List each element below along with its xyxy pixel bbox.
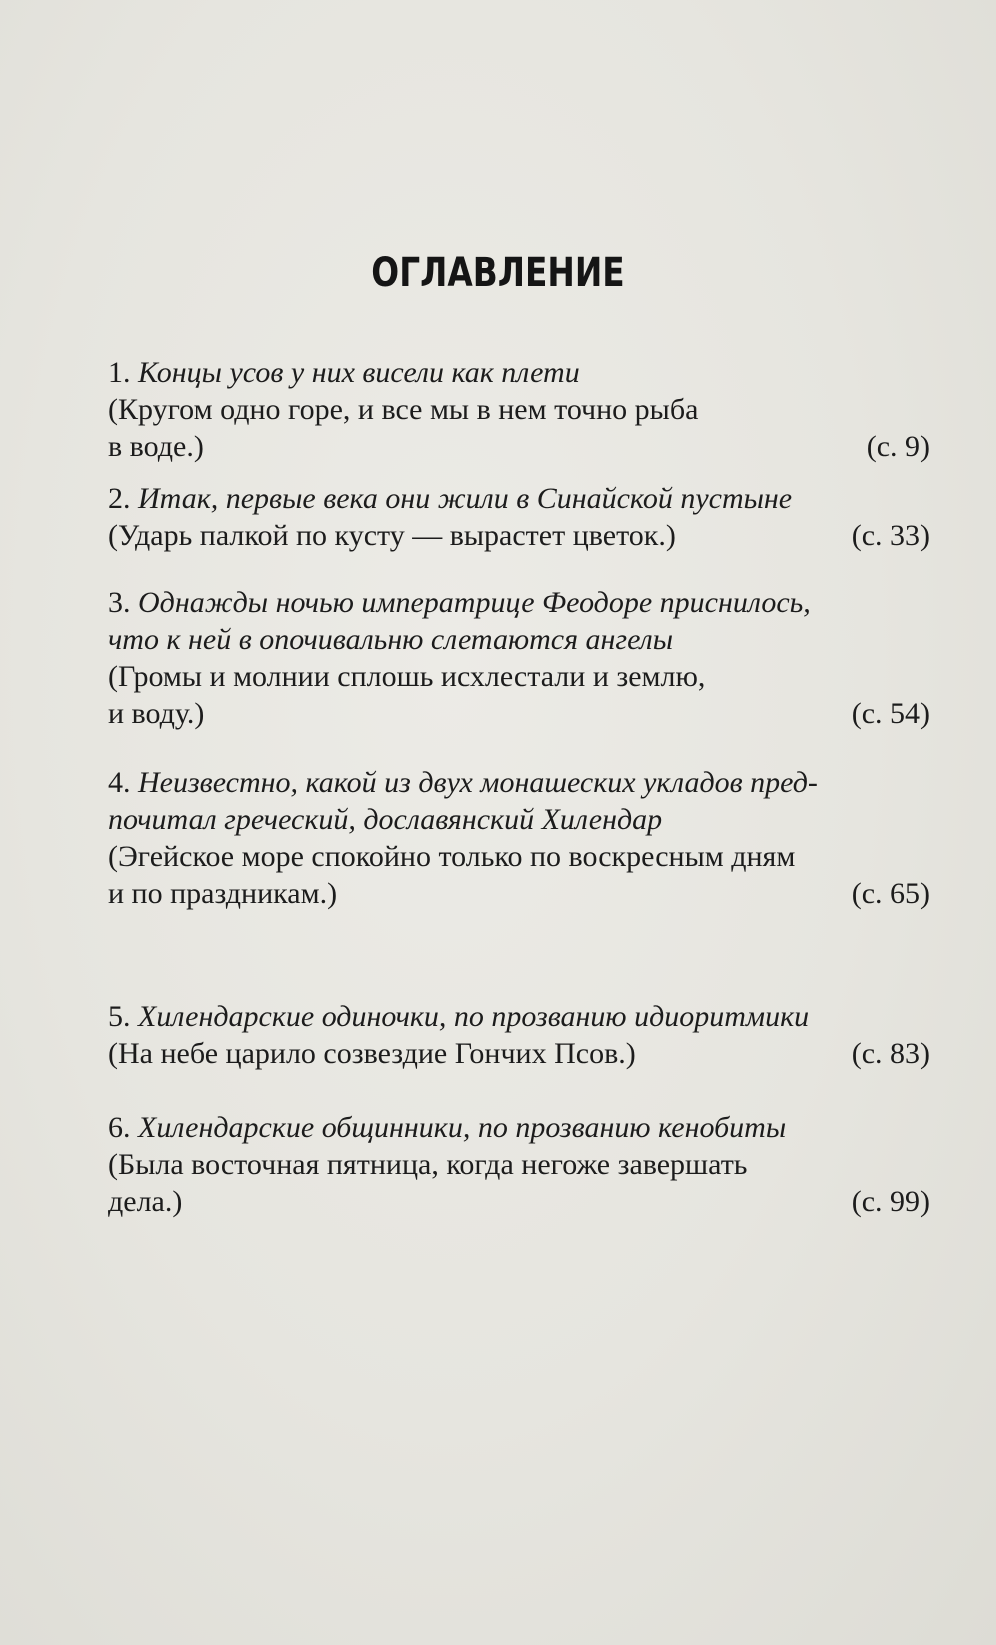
toc-entry-subtitle: (На небе царило созвездие Гончих Псов.) (с. 83) (108, 1037, 930, 1070)
toc-entry-subtitle: (Эгейское море спокойно только по воскресным дням (108, 840, 796, 873)
toc-entry-number: 2. (108, 482, 131, 515)
toc-entry-number: 5. (108, 1000, 131, 1033)
page-number: (с. 9) (866, 430, 930, 463)
toc-entry-title: 3. Однажды ночью императрице Феодоре приснилось, (108, 586, 811, 619)
toc-entry-1 (108, 354, 930, 465)
page-title: ОГЛАВЛЕНИЕ (371, 250, 625, 296)
page-number: (с. 65) (851, 877, 930, 910)
toc-entry-2 (108, 480, 930, 554)
toc-entry-subtitle: (Громы и молнии сплошь исхлестали и землю, (108, 660, 706, 693)
toc-entry-number: 3. (108, 586, 131, 619)
toc-entry-number: 6. (108, 1111, 131, 1144)
toc-entry-title: 2. Итак, первые века они жили в Синайской пустыне (108, 482, 793, 515)
page-number: (с. 83) (851, 1037, 930, 1070)
toc-entry-4 (108, 764, 930, 912)
toc-entry-5 (108, 998, 930, 1072)
toc-entry-title: 4. Неизвестно, какой из двух монашеских укладов пред- (108, 766, 818, 799)
toc-entry-subtitle: в воде.) (с. 9) (108, 430, 930, 463)
toc-entry-title: что к ней в опочивальню слетаются ангелы (108, 623, 674, 656)
toc-entry-subtitle: (Была восточная пятница, когда негоже завершать (108, 1148, 748, 1181)
toc-entry-title: 5. Хилендарские одиночки, по прозванию идиоритмики (108, 1000, 810, 1033)
toc-entry-title: 1. Концы усов у них висели как плети (108, 356, 580, 389)
toc-entry-subtitle: и воду.) (с. 54) (108, 697, 930, 730)
toc-entry-title: 6. Хилендарские общинники, по прозванию кенобиты (108, 1111, 787, 1144)
toc-entry-subtitle: дела.) (с. 99) (108, 1185, 930, 1218)
toc-entry-number: 1. (108, 356, 131, 389)
toc-entry-6 (108, 1109, 930, 1220)
toc-entry-number: 4. (108, 766, 131, 799)
toc-entry-title: почитал греческий, дославянский Хилендар (108, 803, 663, 836)
page-number: (с. 33) (851, 519, 930, 552)
page-number: (с. 99) (851, 1185, 930, 1218)
page-number: (с. 54) (851, 697, 930, 730)
toc-entry-subtitle: и по праздникам.) (с. 65) (108, 877, 930, 910)
toc-entry-3 (108, 584, 930, 732)
toc-entry-subtitle: (Ударь палкой по кусту — вырастет цветок.) (с. 33) (108, 519, 930, 552)
toc-entry-subtitle: (Кругом одно горе, и все мы в нем точно рыба (108, 393, 699, 426)
